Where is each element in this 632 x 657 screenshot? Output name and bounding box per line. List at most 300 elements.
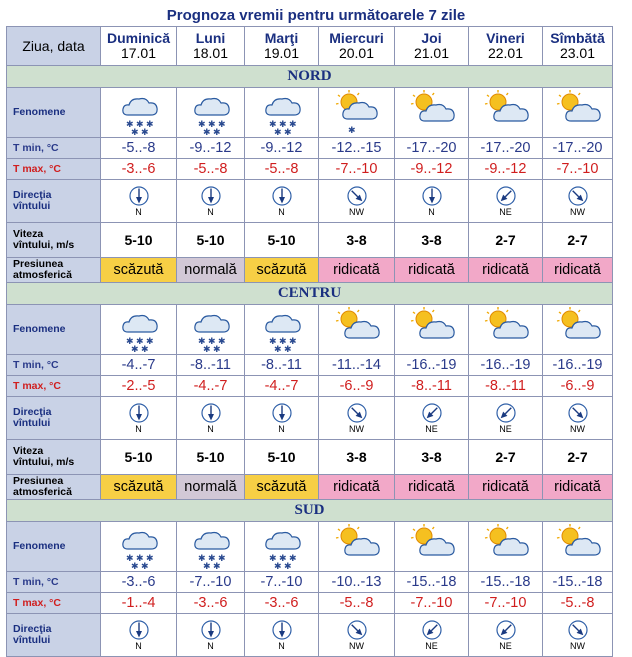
wind-direction-label: N xyxy=(278,640,285,651)
wind-arrow-icon xyxy=(201,620,221,640)
region-name: SUD xyxy=(7,500,613,522)
row-label-text: vîntului xyxy=(13,634,51,646)
tmax-value: -6..-9 xyxy=(543,376,613,397)
row-label-text: Fenomene xyxy=(13,323,66,335)
svg-text:✱: ✱ xyxy=(125,119,134,130)
day-header xyxy=(319,27,395,66)
wind-arrow-icon xyxy=(422,403,442,423)
region-name: NORD xyxy=(7,66,613,88)
sun-cloud-icon xyxy=(395,306,468,354)
svg-text:✱: ✱ xyxy=(288,553,297,564)
wind-direction-label: NE xyxy=(499,423,512,434)
sun-cloud-icon xyxy=(319,306,394,354)
snow-cloud-icon xyxy=(101,89,176,137)
wind-direction-label: NW xyxy=(349,206,364,217)
row-label xyxy=(7,475,101,500)
row-label-text: T min, °C xyxy=(13,575,59,588)
tmin-value: -15..-18 xyxy=(395,572,469,593)
svg-text:✱: ✱ xyxy=(288,336,297,347)
svg-text:✱: ✱ xyxy=(212,344,221,354)
row-label xyxy=(7,572,101,593)
wind-direction-cell xyxy=(543,397,613,440)
header-row xyxy=(7,27,613,66)
weather-cell xyxy=(101,88,177,138)
pressure-row xyxy=(7,258,613,283)
weather-cell xyxy=(543,305,613,355)
svg-text:✱: ✱ xyxy=(140,344,149,354)
svg-text:✱: ✱ xyxy=(135,336,144,347)
pressure-badge: ridicată xyxy=(469,475,543,500)
page-title: Prognoza vremii pentru următoarele 7 zile xyxy=(166,7,466,24)
tmax-value: -1..-4 xyxy=(101,593,177,614)
region-name: CENTRU xyxy=(7,283,613,305)
svg-text:✱: ✱ xyxy=(125,553,134,564)
row-label-text: Presiunea xyxy=(13,475,64,487)
wind-direction-label: N xyxy=(207,640,214,651)
wind-arrow-icon xyxy=(347,403,367,423)
wind-direction-row xyxy=(7,614,613,657)
pressure-badge: ridicată xyxy=(319,258,395,283)
svg-text:✱: ✱ xyxy=(207,336,216,347)
tmax-row xyxy=(7,376,613,397)
phenomena-row xyxy=(7,305,613,355)
row-label-text: vîntului xyxy=(13,200,51,212)
row-label-text: vîntului xyxy=(13,417,51,429)
pressure-badge: ridicată xyxy=(469,258,543,283)
day-date: 17.01 xyxy=(120,45,157,61)
wind-speed-value: 2-7 xyxy=(469,223,543,258)
row-label xyxy=(7,376,101,397)
tmax-value: -4..-7 xyxy=(245,376,319,397)
svg-text:✱: ✱ xyxy=(217,336,226,347)
sun-cloud-icon xyxy=(543,306,612,354)
tmin-value: -17..-20 xyxy=(395,138,469,159)
tmax-value: -5..-8 xyxy=(543,593,613,614)
pressure-badge: normală xyxy=(177,475,245,500)
wind-direction-label: N xyxy=(278,423,285,434)
day-date: 20.01 xyxy=(338,45,375,61)
day-header xyxy=(543,27,613,66)
region-header-centru xyxy=(7,283,613,305)
row-label-text: T max, °C xyxy=(13,596,61,609)
row-label-text: T max, °C xyxy=(13,379,61,392)
svg-text:✱: ✱ xyxy=(283,561,292,571)
tmax-value: -2..-5 xyxy=(101,376,177,397)
pressure-badge: ridicată xyxy=(543,258,613,283)
snow-cloud-icon xyxy=(101,523,176,571)
wind-direction-cell xyxy=(101,614,177,657)
svg-text:✱: ✱ xyxy=(145,553,154,564)
svg-text:✱: ✱ xyxy=(197,336,206,347)
tmax-value: -4..-7 xyxy=(177,376,245,397)
row-label xyxy=(7,138,101,159)
svg-text:✱: ✱ xyxy=(273,344,282,354)
sun-cloud-icon xyxy=(543,523,612,571)
row-label-text: Direcţia xyxy=(13,406,52,418)
row-label xyxy=(7,258,101,283)
weather-cell xyxy=(245,522,319,572)
day-date: 22.01 xyxy=(487,45,524,61)
weather-cell xyxy=(101,522,177,572)
svg-text:✱: ✱ xyxy=(283,344,292,354)
tmin-value: -16..-19 xyxy=(543,355,613,376)
svg-text:✱: ✱ xyxy=(268,336,277,347)
wind-speed-row xyxy=(7,440,613,475)
row-label-text: T max, °C xyxy=(13,162,61,175)
tmax-value: -7..-10 xyxy=(469,593,543,614)
wind-direction-row xyxy=(7,180,613,223)
row-label-text: Viteza xyxy=(13,445,44,457)
wind-arrow-icon xyxy=(129,186,149,206)
tmin-value: -5..-8 xyxy=(101,138,177,159)
wind-direction-cell xyxy=(177,397,245,440)
wind-direction-label: NE xyxy=(499,206,512,217)
wind-direction-cell xyxy=(395,397,469,440)
wind-direction-cell xyxy=(245,614,319,657)
tmax-value: -3..-6 xyxy=(101,159,177,180)
wind-speed-value: 3-8 xyxy=(395,223,469,258)
row-label xyxy=(7,159,101,180)
row-label-text: T min, °C xyxy=(13,358,59,371)
snow-cloud-icon xyxy=(177,89,244,137)
tmin-row xyxy=(7,138,613,159)
weather-cell xyxy=(395,88,469,138)
svg-text:✱: ✱ xyxy=(347,125,356,136)
day-header xyxy=(177,27,245,66)
wind-direction-cell xyxy=(395,614,469,657)
tmin-value: -8..-11 xyxy=(177,355,245,376)
wind-arrow-icon xyxy=(568,403,588,423)
pressure-badge: normală xyxy=(177,258,245,283)
weather-cell xyxy=(245,305,319,355)
weather-cell xyxy=(319,305,395,355)
pressure-badge: scăzută xyxy=(245,475,319,500)
wind-direction-label: NW xyxy=(349,423,364,434)
svg-text:✱: ✱ xyxy=(202,561,211,571)
wind-arrow-icon xyxy=(129,620,149,640)
weather-cell xyxy=(101,305,177,355)
wind-direction-label: N xyxy=(278,206,285,217)
wind-speed-value: 5-10 xyxy=(101,440,177,475)
tmax-value: -3..-6 xyxy=(177,593,245,614)
wind-arrow-icon xyxy=(422,620,442,640)
wind-direction-label: NW xyxy=(570,640,585,651)
svg-text:✱: ✱ xyxy=(278,336,287,347)
day-name: Vineri xyxy=(486,30,525,46)
tmax-value: -7..-10 xyxy=(543,159,613,180)
tmin-value: -4..-7 xyxy=(101,355,177,376)
svg-text:✱: ✱ xyxy=(268,119,277,130)
weather-cell xyxy=(177,522,245,572)
wind-direction-label: N xyxy=(207,423,214,434)
wind-direction-label: N xyxy=(135,423,142,434)
wind-arrow-icon xyxy=(272,186,292,206)
pressure-row xyxy=(7,475,613,500)
wind-direction-cell xyxy=(177,614,245,657)
sun-cloud-icon xyxy=(395,523,468,571)
pressure-badge: ridicată xyxy=(395,475,469,500)
svg-text:✱: ✱ xyxy=(278,553,287,564)
tmax-row xyxy=(7,593,613,614)
svg-text:✱: ✱ xyxy=(212,561,221,571)
wind-arrow-icon xyxy=(347,620,367,640)
tmin-value: -3..-6 xyxy=(101,572,177,593)
wind-speed-value: 2-7 xyxy=(543,440,613,475)
phenomena-row xyxy=(7,88,613,138)
tmin-value: -15..-18 xyxy=(469,572,543,593)
wind-speed-value: 2-7 xyxy=(469,440,543,475)
svg-text:✱: ✱ xyxy=(125,336,134,347)
day-name: Marţi xyxy=(264,30,299,46)
wind-speed-value: 3-8 xyxy=(319,223,395,258)
svg-text:✱: ✱ xyxy=(197,553,206,564)
sun-cloud-snow-icon xyxy=(319,89,394,137)
wind-speed-value: 3-8 xyxy=(319,440,395,475)
svg-text:✱: ✱ xyxy=(207,119,216,130)
weather-cell xyxy=(177,88,245,138)
snow-cloud-icon xyxy=(177,306,244,354)
wind-arrow-icon xyxy=(496,403,516,423)
tmin-value: -17..-20 xyxy=(543,138,613,159)
wind-direction-label: N xyxy=(428,206,435,217)
weather-cell xyxy=(177,305,245,355)
weather-cell xyxy=(245,88,319,138)
tmax-value: -5..-8 xyxy=(319,593,395,614)
tmin-value: -16..-19 xyxy=(395,355,469,376)
wind-direction-cell xyxy=(245,397,319,440)
wind-speed-value: 5-10 xyxy=(245,223,319,258)
wind-speed-value: 5-10 xyxy=(245,440,319,475)
sun-cloud-icon xyxy=(469,89,542,137)
svg-text:✱: ✱ xyxy=(217,553,226,564)
svg-text:✱: ✱ xyxy=(140,561,149,571)
wind-direction-cell xyxy=(469,614,543,657)
wind-direction-label: NW xyxy=(570,423,585,434)
wind-direction-cell xyxy=(469,397,543,440)
wind-direction-label: NE xyxy=(499,640,512,651)
svg-text:✱: ✱ xyxy=(278,119,287,130)
svg-text:✱: ✱ xyxy=(202,127,211,137)
wind-arrow-icon xyxy=(496,620,516,640)
snow-cloud-icon xyxy=(245,306,318,354)
row-label xyxy=(7,180,101,223)
wind-direction-cell xyxy=(469,180,543,223)
row-label-text: atmosferică xyxy=(13,269,72,281)
wind-direction-row xyxy=(7,397,613,440)
pressure-badge: ridicată xyxy=(395,258,469,283)
tmax-value: -3..-6 xyxy=(245,593,319,614)
snow-cloud-icon xyxy=(245,89,318,137)
svg-text:✱: ✱ xyxy=(212,127,221,137)
wind-arrow-icon xyxy=(422,186,442,206)
day-header xyxy=(245,27,319,66)
wind-direction-cell xyxy=(395,180,469,223)
svg-text:✱: ✱ xyxy=(130,127,139,137)
day-name: Duminică xyxy=(106,30,170,46)
wind-speed-value: 2-7 xyxy=(543,223,613,258)
day-name: Joi xyxy=(421,30,442,46)
day-header xyxy=(469,27,543,66)
tmin-value: -7..-10 xyxy=(177,572,245,593)
wind-arrow-icon xyxy=(272,620,292,640)
wind-direction-label: NE xyxy=(425,640,438,651)
row-label-text: Viteza xyxy=(13,228,44,240)
svg-text:✱: ✱ xyxy=(288,119,297,130)
row-label-text: Fenomene xyxy=(13,540,66,552)
day-header xyxy=(395,27,469,66)
weather-cell xyxy=(469,522,543,572)
tmin-value: -8..-11 xyxy=(245,355,319,376)
wind-direction-label: N xyxy=(135,206,142,217)
wind-arrow-icon xyxy=(129,403,149,423)
weather-cell xyxy=(543,88,613,138)
day-header xyxy=(101,27,177,66)
tmax-value: -8..-11 xyxy=(395,376,469,397)
row-label xyxy=(7,522,101,572)
row-label-text: T min, °C xyxy=(13,141,59,154)
row-label-text: Direcţia xyxy=(13,623,52,635)
wind-speed-value: 3-8 xyxy=(395,440,469,475)
tmax-row xyxy=(7,159,613,180)
region-header-sud xyxy=(7,500,613,522)
svg-text:✱: ✱ xyxy=(145,119,154,130)
row-label-text: Presiunea xyxy=(13,258,64,270)
tmin-value: -15..-18 xyxy=(543,572,613,593)
tmax-value: -8..-11 xyxy=(469,376,543,397)
wind-arrow-icon xyxy=(201,403,221,423)
svg-text:✱: ✱ xyxy=(217,119,226,130)
wind-direction-label: NW xyxy=(570,206,585,217)
snow-cloud-icon xyxy=(245,523,318,571)
region-header-nord xyxy=(7,66,613,88)
svg-text:✱: ✱ xyxy=(130,344,139,354)
tmin-value: -10..-13 xyxy=(319,572,395,593)
tmax-value: -5..-8 xyxy=(245,159,319,180)
tmin-row xyxy=(7,355,613,376)
wind-direction-cell xyxy=(319,397,395,440)
row-label-text: vîntului, m/s xyxy=(13,239,75,251)
svg-text:✱: ✱ xyxy=(202,344,211,354)
row-label xyxy=(7,223,101,258)
svg-text:✱: ✱ xyxy=(130,561,139,571)
weather-cell xyxy=(469,88,543,138)
sun-cloud-icon xyxy=(469,523,542,571)
wind-direction-label: N xyxy=(207,206,214,217)
weather-cell xyxy=(319,88,395,138)
wind-direction-cell xyxy=(101,397,177,440)
sun-cloud-icon xyxy=(469,306,542,354)
svg-text:✱: ✱ xyxy=(273,561,282,571)
day-date: 19.01 xyxy=(263,45,300,61)
sun-cloud-icon xyxy=(395,89,468,137)
row-label xyxy=(7,440,101,475)
row-label-text: Fenomene xyxy=(13,106,66,118)
row-label-text: Direcţia xyxy=(13,189,52,201)
header-label: Ziua, data xyxy=(7,27,101,66)
svg-text:✱: ✱ xyxy=(273,127,282,137)
wind-direction-cell xyxy=(101,180,177,223)
svg-text:✱: ✱ xyxy=(140,127,149,137)
wind-direction-label: N xyxy=(135,640,142,651)
tmax-value: -9..-12 xyxy=(469,159,543,180)
weather-cell xyxy=(469,305,543,355)
tmin-value: -17..-20 xyxy=(469,138,543,159)
weather-cell xyxy=(319,522,395,572)
row-label-text: vîntului, m/s xyxy=(13,456,75,468)
wind-arrow-icon xyxy=(568,186,588,206)
sun-cloud-icon xyxy=(319,523,394,571)
wind-direction-cell xyxy=(319,180,395,223)
day-name: Luni xyxy=(195,30,226,46)
tmin-value: -7..-10 xyxy=(245,572,319,593)
pressure-badge: scăzută xyxy=(101,475,177,500)
day-name: Sîmbătă xyxy=(550,30,605,46)
svg-text:✱: ✱ xyxy=(197,119,206,130)
sun-cloud-icon xyxy=(543,89,612,137)
svg-text:✱: ✱ xyxy=(135,119,144,130)
tmax-value: -9..-12 xyxy=(395,159,469,180)
tmin-value: -12..-15 xyxy=(319,138,395,159)
wind-direction-label: NW xyxy=(349,640,364,651)
wind-arrow-icon xyxy=(201,186,221,206)
weather-cell xyxy=(395,522,469,572)
pressure-badge: ridicată xyxy=(319,475,395,500)
wind-arrow-icon xyxy=(568,620,588,640)
tmin-value: -9..-12 xyxy=(177,138,245,159)
wind-arrow-icon xyxy=(347,186,367,206)
tmax-value: -6..-9 xyxy=(319,376,395,397)
row-label xyxy=(7,355,101,376)
day-date: 21.01 xyxy=(413,45,450,61)
pressure-badge: ridicată xyxy=(543,475,613,500)
svg-text:✱: ✱ xyxy=(283,127,292,137)
wind-direction-label: NE xyxy=(425,423,438,434)
wind-arrow-icon xyxy=(496,186,516,206)
tmax-value: -5..-8 xyxy=(177,159,245,180)
row-label xyxy=(7,614,101,657)
tmax-value: -7..-10 xyxy=(395,593,469,614)
tmax-value: -7..-10 xyxy=(319,159,395,180)
tmin-row xyxy=(7,572,613,593)
snow-cloud-icon xyxy=(177,523,244,571)
svg-text:✱: ✱ xyxy=(145,336,154,347)
wind-direction-cell xyxy=(245,180,319,223)
pressure-badge: scăzută xyxy=(101,258,177,283)
wind-speed-value: 5-10 xyxy=(177,223,245,258)
pressure-badge: scăzută xyxy=(245,258,319,283)
svg-text:✱: ✱ xyxy=(268,553,277,564)
svg-text:✱: ✱ xyxy=(207,553,216,564)
day-date: 18.01 xyxy=(192,45,229,61)
wind-speed-value: 5-10 xyxy=(101,223,177,258)
wind-speed-row xyxy=(7,223,613,258)
tmin-value: -11..-14 xyxy=(319,355,395,376)
row-label-text: atmosferică xyxy=(13,486,72,498)
weather-cell xyxy=(395,305,469,355)
row-label xyxy=(7,397,101,440)
svg-text:✱: ✱ xyxy=(135,553,144,564)
tmin-value: -9..-12 xyxy=(245,138,319,159)
day-name: Miercuri xyxy=(329,30,384,46)
wind-speed-value: 5-10 xyxy=(177,440,245,475)
forecast-table xyxy=(6,26,613,657)
wind-direction-cell xyxy=(543,180,613,223)
phenomena-row xyxy=(7,522,613,572)
wind-arrow-icon xyxy=(272,403,292,423)
day-date: 23.01 xyxy=(559,45,596,61)
wind-direction-cell xyxy=(543,614,613,657)
tmin-value: -16..-19 xyxy=(469,355,543,376)
